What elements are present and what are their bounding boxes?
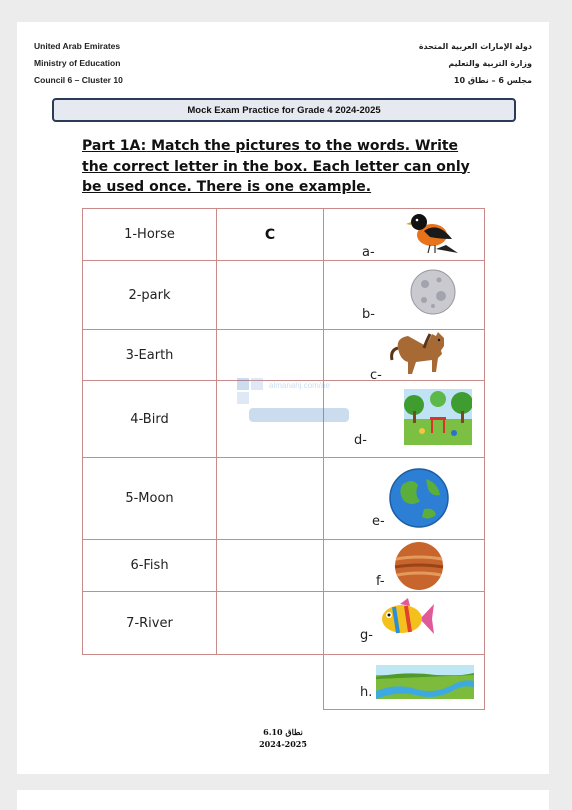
- picture-cell: [324, 261, 485, 330]
- picture-letter: c-: [370, 368, 382, 383]
- picture-letter: b-: [362, 307, 375, 322]
- fish-icon: [380, 598, 434, 640]
- part-label: Part 1A:: [82, 138, 147, 154]
- earth-icon: [388, 467, 450, 529]
- word-cell: 4-Bird: [83, 381, 217, 458]
- answer-box[interactable]: [217, 261, 324, 330]
- picture-cell: [324, 209, 485, 261]
- table-row: [83, 209, 485, 261]
- moon-icon: [409, 268, 457, 316]
- watermark: [229, 374, 359, 434]
- answer-box[interactable]: [217, 592, 324, 655]
- picture-cell: [324, 458, 485, 540]
- footer-cluster: نطاق 6.10: [263, 727, 303, 737]
- picture-cell: [324, 330, 485, 381]
- picture-letter: g-: [360, 628, 373, 643]
- picture-letter: e-: [372, 514, 385, 529]
- exam-banner: Mock Exam Practice for Grade 4 2024-2025: [52, 98, 516, 122]
- header-left: [34, 38, 123, 89]
- council-name-ar: مجلس 6 – نطاق 10: [453, 76, 532, 85]
- planet-icon: [394, 541, 444, 591]
- picture-letter: f-: [376, 574, 385, 589]
- table-row: [83, 261, 485, 330]
- ministry-name: Ministry of Education: [34, 58, 121, 68]
- picture-cell: [324, 655, 485, 710]
- table-row: [83, 540, 485, 592]
- watermark-text: almanahj.com/ae: [269, 381, 330, 390]
- word-cell: 6-Fish: [83, 540, 217, 592]
- word-cell: 1-Horse: [83, 209, 217, 261]
- answer-box[interactable]: [217, 540, 324, 592]
- footer-year: 2024-2025: [259, 739, 307, 749]
- country-name-ar: دولة الإمارات العربية المتحدة: [418, 42, 532, 51]
- word-cell: 3-Earth: [83, 330, 217, 381]
- worksheet-page: [17, 22, 549, 774]
- country-name: United Arab Emirates: [34, 41, 121, 51]
- instructions-text: Match the pictures to the words. Write the correct letter in the box. Each letter can only be used once. There is one example.: [82, 138, 470, 195]
- picture-letter: h.: [360, 685, 373, 700]
- watermark-logo-icon: [229, 374, 359, 434]
- word-cell: 2-park: [83, 261, 217, 330]
- answer-box[interactable]: C: [217, 209, 324, 261]
- header-right: [419, 38, 532, 89]
- picture-cell: [324, 540, 485, 592]
- council-name: Council 6 – Cluster 10: [34, 75, 123, 85]
- table-row: [83, 330, 485, 381]
- blank-cell: [83, 655, 217, 710]
- picture-letter: a-: [362, 245, 375, 260]
- picture-cell: [324, 592, 485, 655]
- table-row: [83, 655, 485, 710]
- answer-box[interactable]: [217, 330, 324, 381]
- answer-box[interactable]: [217, 458, 324, 540]
- table-row: [83, 592, 485, 655]
- word-cell: 7-River: [83, 592, 217, 655]
- river-icon: [376, 665, 474, 699]
- instructions: [82, 136, 482, 198]
- ministry-name-ar: وزارة التربية والتعليم: [448, 59, 532, 68]
- word-cell: 5-Moon: [83, 458, 217, 540]
- blank-cell: [217, 655, 324, 710]
- horse-icon: [386, 328, 450, 380]
- bird-icon: [406, 209, 464, 255]
- picture-letter: d-: [354, 433, 367, 448]
- park-icon: [404, 389, 472, 445]
- matching-table: [82, 208, 485, 710]
- footer: [17, 726, 549, 750]
- table-row: [83, 458, 485, 540]
- next-page-edge: [17, 790, 549, 810]
